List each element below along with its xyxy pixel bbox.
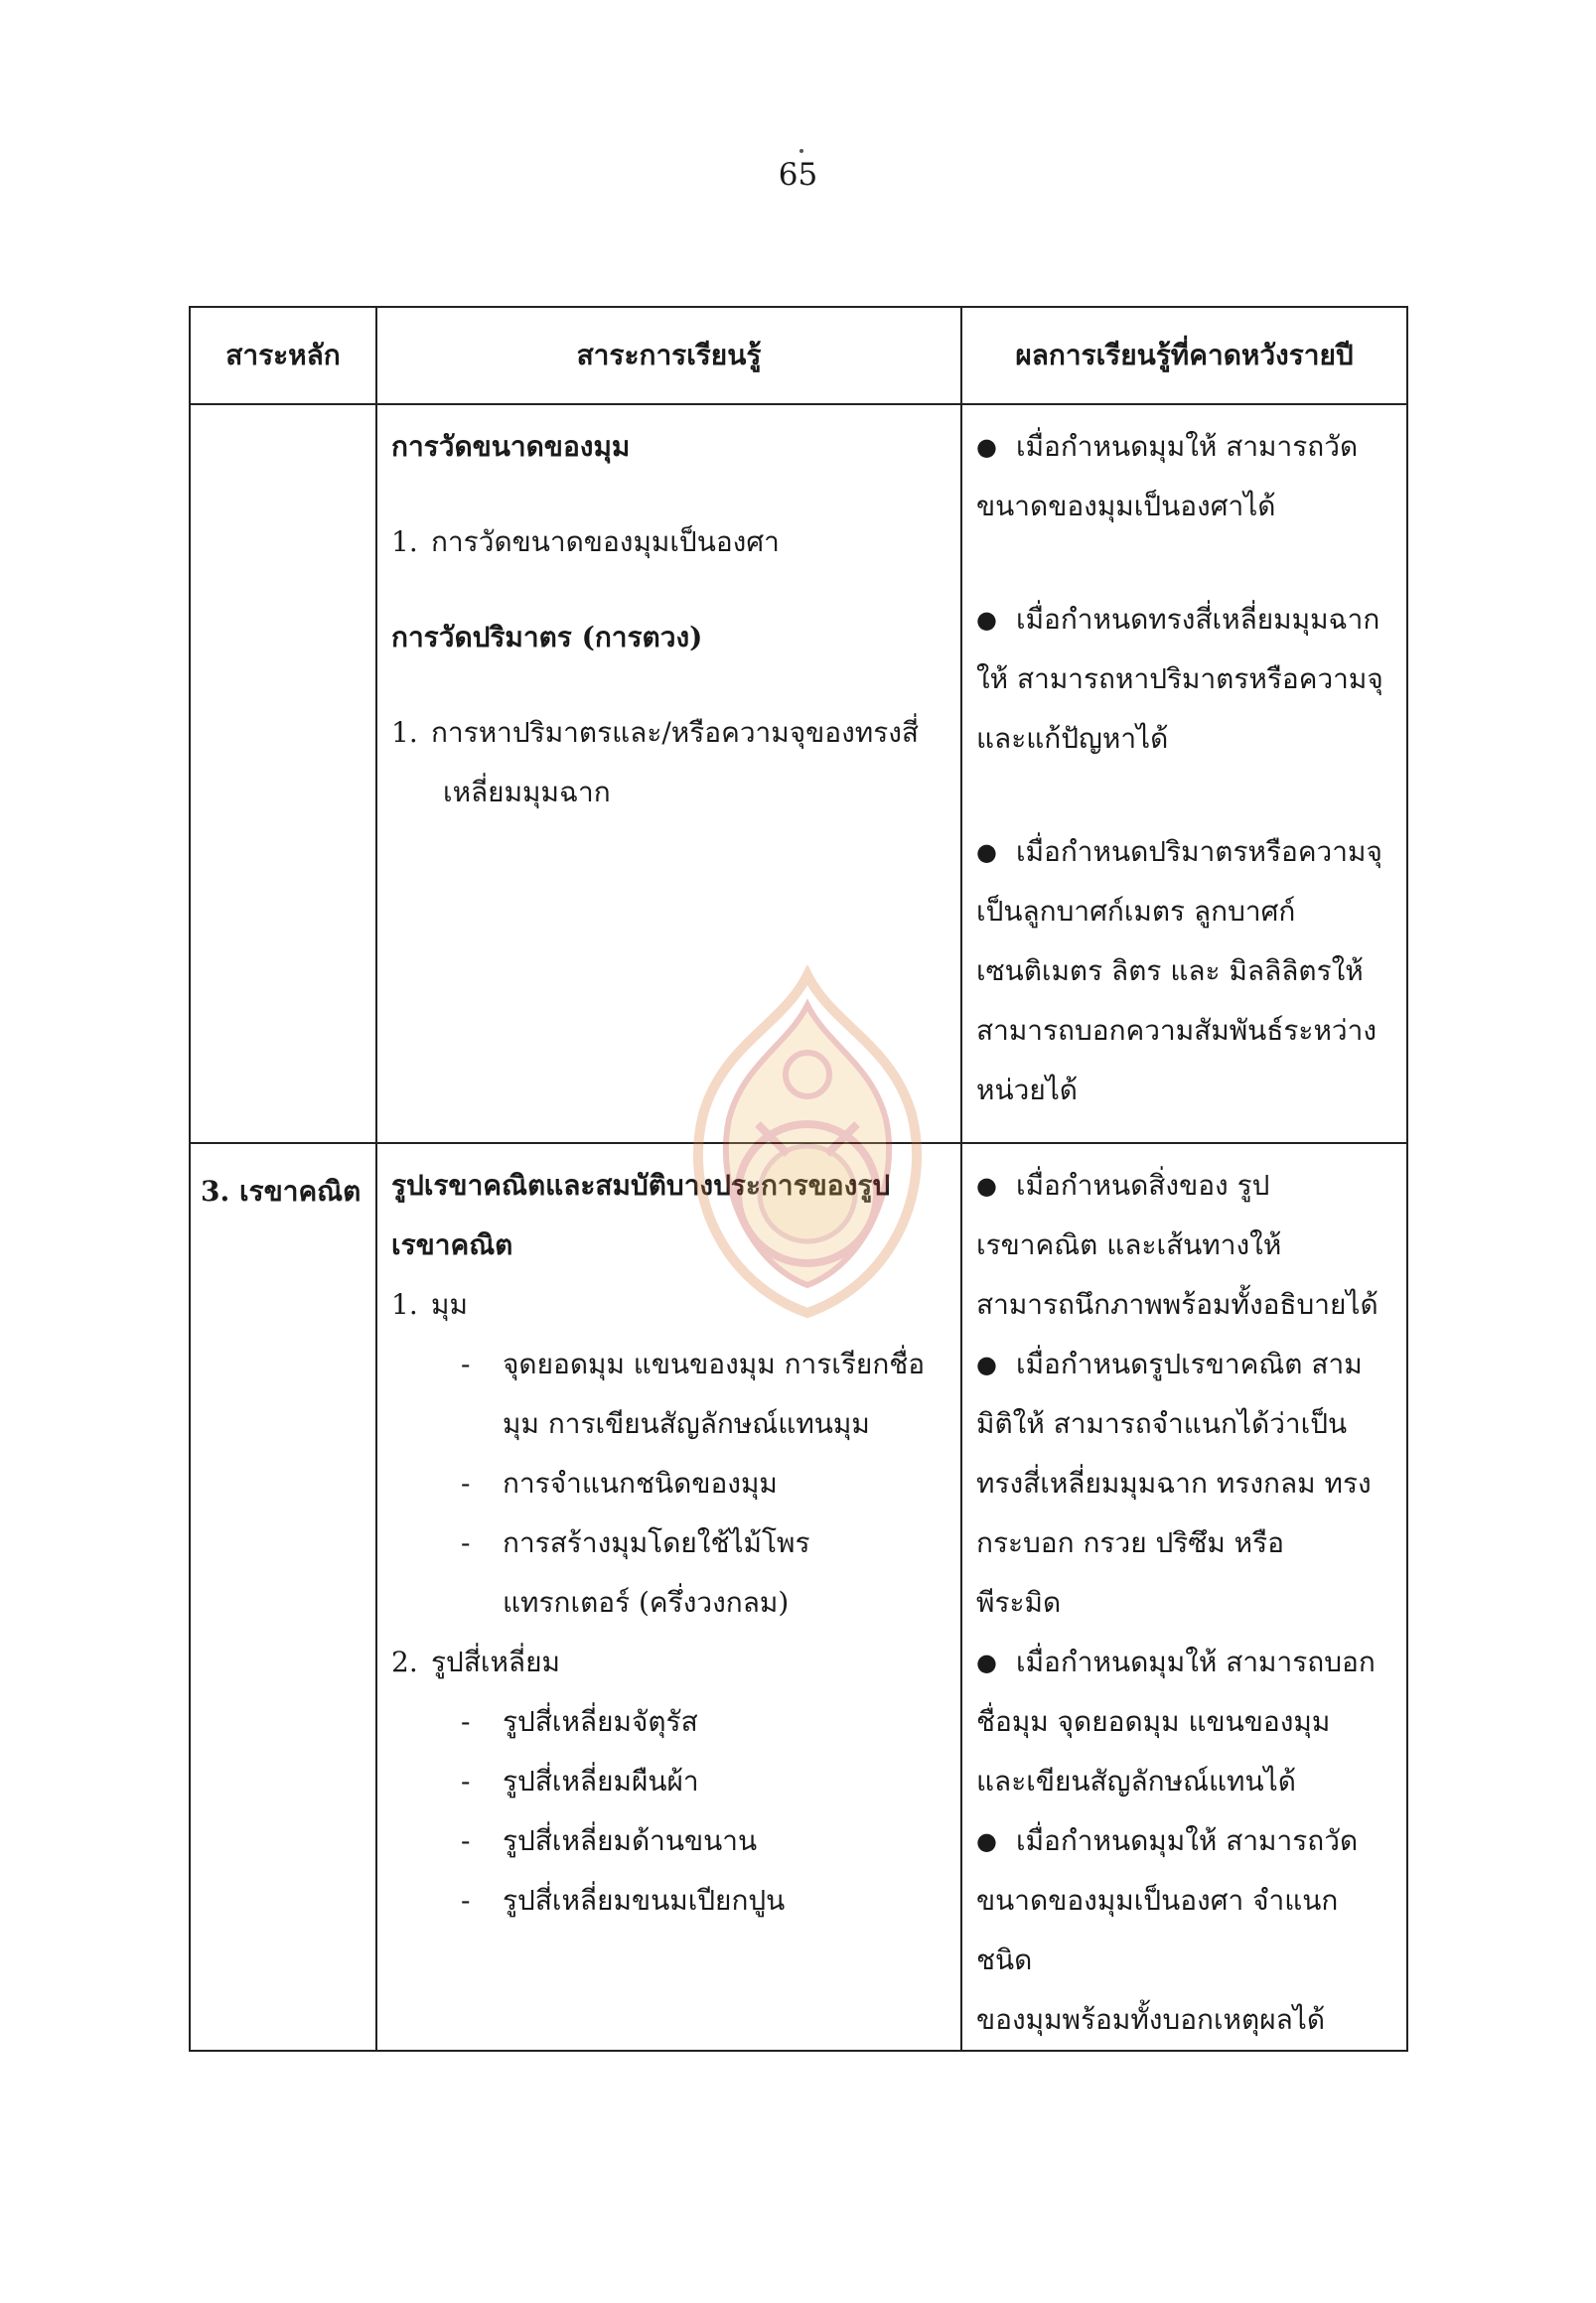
table-row — [190, 1143, 1407, 2051]
outcomes-cell — [961, 1143, 1407, 2051]
header-strand: สาระหลัก — [190, 307, 376, 404]
outcome-line: เซนติเมตร ลิตร และ มิลลิลิตรให้ — [976, 954, 1364, 987]
outcome-item: ● เมื่อกำหนดสิ่งของ รูป — [976, 1156, 1392, 1216]
outcome-line: ของมุมพร้อมทั้งบอกเหตุผลได้ — [976, 2003, 1326, 2036]
outcome-line: มิติให้ สามารถจำแนกได้ว่าเป็น — [976, 1407, 1348, 1440]
content-heading: การวัดขนาดของมุม — [391, 430, 631, 463]
outcome-line: หน่วยได้ — [976, 1074, 1078, 1106]
page-dot-mark — [799, 149, 803, 153]
content-heading: การวัดปริมาตร (การตวง) — [391, 621, 703, 653]
sub-item: - รูปสี่เหลี่ยมผืนผ้า — [391, 1752, 946, 1811]
sub-item: - การจำแนกชนิดของมุม — [391, 1454, 946, 1513]
sub-item-continuation: มุม การเขียนสัญลักษณ์แทนมุม — [503, 1407, 870, 1440]
outcome-line: ขนาดของมุมเป็นองศาได้ — [976, 490, 1276, 522]
content-cell — [376, 1143, 961, 2051]
outcomes-cell — [961, 404, 1407, 1143]
outcome-line: ให้ สามารถหาปริมาตรหรือความจุ — [976, 662, 1383, 695]
table-row — [190, 404, 1407, 1143]
outcome-line: เป็นลูกบาศก์เมตร ลูกบาศก์ — [976, 895, 1296, 928]
outcome-line: กระบอก กรวย ปริซึม หรือ — [976, 1526, 1284, 1559]
sub-item: - รูปสี่เหลี่ยมขนมเปียกปูน — [391, 1871, 946, 1931]
outcome-line: พีระมิด — [976, 1586, 1062, 1619]
content-heading-continuation: เรขาคณิต — [391, 1228, 513, 1261]
list-item: 1. การวัดขนาดของมุมเป็นองศา — [391, 525, 780, 558]
content-cell — [376, 404, 961, 1143]
list-item: 2. รูปสี่เหลี่ยม — [391, 1646, 560, 1678]
outcome-line: ชื่อมุม จุดยอดมุม แขนของมุม — [976, 1705, 1331, 1738]
content-heading: รูปเรขาคณิตและสมบัติบางประการของรูป — [391, 1169, 891, 1202]
outcome-item: ● เมื่อกำหนดทรงสี่เหลี่ยมมุมฉาก — [976, 590, 1392, 649]
list-item-continuation: เหลี่ยมมุมฉาก — [443, 776, 611, 808]
table-header-row — [190, 307, 1407, 404]
outcome-line: สามารถบอกความสัมพันธ์ระหว่าง — [976, 1014, 1378, 1047]
outcome-line: เรขาคณิต และเส้นทางให้ — [976, 1228, 1282, 1261]
strand-label: 3. เรขาคณิต — [201, 1175, 362, 1208]
outcome-item: ● เมื่อกำหนดปริมาตรหรือความจุ — [976, 822, 1392, 882]
outcome-item: ● เมื่อกำหนดรูปเรขาคณิต สาม — [976, 1335, 1392, 1394]
sub-item: - การสร้างมุมโดยใช้ไม้โพร — [391, 1513, 946, 1573]
outcome-item: ● เมื่อกำหนดมุมให้ สามารถวัด — [976, 1811, 1392, 1871]
outcome-line: และแก้ปัญหาได้ — [976, 722, 1169, 755]
strand-cell — [190, 1143, 376, 2051]
list-item: 1. มุม — [391, 1288, 468, 1321]
sub-item: - จุดยอดมุม แขนของมุม การเรียกชื่อ — [391, 1335, 946, 1394]
header-outcomes: ผลการเรียนรู้ที่คาดหวังรายปี — [961, 307, 1407, 404]
outcome-line: ทรงสี่เหลี่ยมมุมฉาก ทรงกลม ทรง — [976, 1467, 1372, 1500]
header-content: สาระการเรียนรู้ — [376, 307, 961, 404]
outcome-line: และเขียนสัญลักษณ์แทนได้ — [976, 1765, 1296, 1798]
outcome-item: ● เมื่อกำหนดมุมให้ สามารถวัด — [976, 417, 1392, 477]
strand-cell — [190, 404, 376, 1143]
outcome-item: ● เมื่อกำหนดมุมให้ สามารถบอก — [976, 1633, 1392, 1692]
strand-label — [191, 405, 375, 423]
page-number: 65 — [778, 157, 818, 193]
list-item: 1. การหาปริมาตรและ/หรือความจุของทรงสี่ — [391, 716, 920, 749]
outcome-line: ขนาดของมุมเป็นองศา จำแนกชนิด — [976, 1884, 1339, 1976]
sub-item: - รูปสี่เหลี่ยมด้านขนาน — [391, 1811, 946, 1871]
outcome-line: สามารถนึกภาพพร้อมทั้งอธิบายได้ — [976, 1288, 1378, 1321]
curriculum-table — [189, 306, 1408, 2052]
sub-item-continuation: แทรกเตอร์ (ครึ่งวงกลม) — [503, 1586, 790, 1619]
sub-item: - รูปสี่เหลี่ยมจัตุรัส — [391, 1692, 946, 1752]
